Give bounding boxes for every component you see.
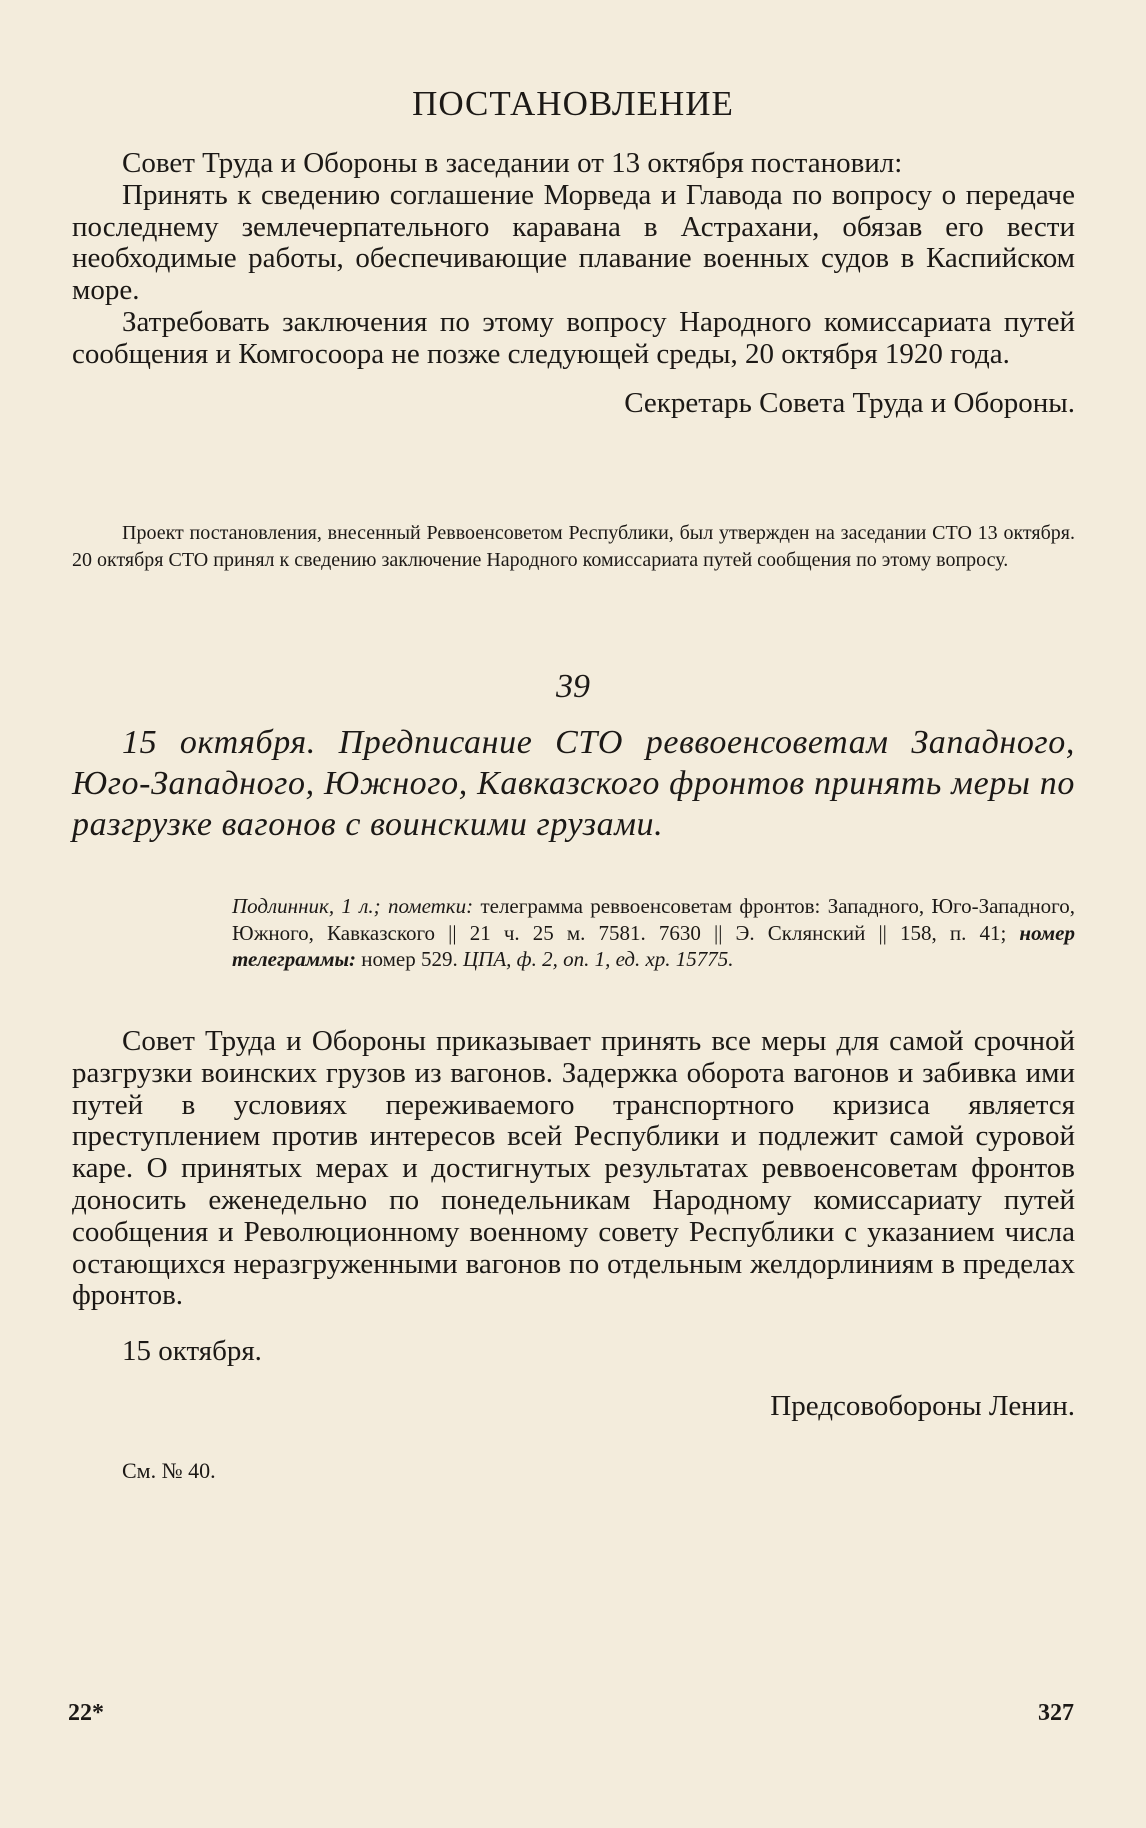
see-also-reference: См. № 40. xyxy=(122,1457,216,1483)
document-number: 39 xyxy=(556,668,590,705)
resolution-title: ПОСТАНОВЛЕНИЕ xyxy=(412,84,734,123)
source-label-telegram: номер телеграммы: xyxy=(232,920,1075,971)
document-heading: 15 октября. Предписание СТО реввоенсоветам Западного, Юго-Западного, Южного, Кавказского фронтов принять меры по разгрузке вагонов с воинскими грузами. xyxy=(72,724,1075,843)
document-signature: Предсовобороны Ленин. xyxy=(770,1389,1075,1422)
source-archive: ЦПА, ф. 2, оп. 1, ед. хр. 15775. xyxy=(463,947,734,971)
document-body-block xyxy=(72,1026,1075,1484)
source-text-1: телеграмма реввоенсоветам фронтов: Западного, Юго-Западного, Южного, Кавказского || 21 ч. 25 м. 7581. 7630 || Э. Склянский || 158, п. 41; xyxy=(232,894,1075,945)
document-body: Совет Труда и Обороны приказывает принять все меры для самой срочной разгрузки воинских грузов из вагонов. Задержка оборота вагонов и забивка ими путей в условиях переживаемого транспортного кризиса является преступлением против интересов всей Республики и подлежит самой суровой каре. О принятых мерах и достигнутых результатах реввоенсоветам фронтов доносить еженедельно по понедельникам Народному комиссариату путей сообщения и Революционному военному совету Республики с указанием числа остающихся неразгруженными вагонов по отдельным желдорлиниям в пределах фронтов. xyxy=(72,1025,1075,1312)
signature-mark: 22* xyxy=(68,1700,104,1726)
document-heading-block xyxy=(72,722,1075,845)
resolution-note-block xyxy=(72,520,1075,573)
resolution-signature: Секретарь Совета Труда и Обороны. xyxy=(624,386,1075,419)
page-number: 327 xyxy=(1038,1700,1074,1726)
resolution-paragraph-3: Затребовать заключения по этому вопросу Народного комиссариата путей сообщения и Комгосоора не позже следующей среды, 20 октября 1920 года. xyxy=(72,305,1075,370)
resolution-paragraph-2: Принять к сведению соглашение Морведа и Главода по вопросу о передаче последнему землечерпательного каравана в Астрахани, обязав его вести необходимые работы, обеспечивающие плавание военных судов в Каспийском море. xyxy=(72,178,1075,307)
source-text-2: номер 529. xyxy=(356,947,463,971)
source-label-original: Подлинник, 1 л.; пометки: xyxy=(232,894,474,918)
resolution-body xyxy=(72,148,1075,419)
document-source xyxy=(232,893,1075,973)
resolution-paragraph-1: Совет Труда и Обороны в заседании от 13 октября постановил: xyxy=(122,147,903,179)
document-date: 15 октября. xyxy=(122,1335,262,1368)
resolution-note: Проект постановления, внесенный Реввоенсоветом Республики, был утвержден на заседании СТО 13 октября. 20 октября СТО принял к сведению заключение Народного комиссариата путей сообщения по этому вопросу. xyxy=(72,522,1075,571)
